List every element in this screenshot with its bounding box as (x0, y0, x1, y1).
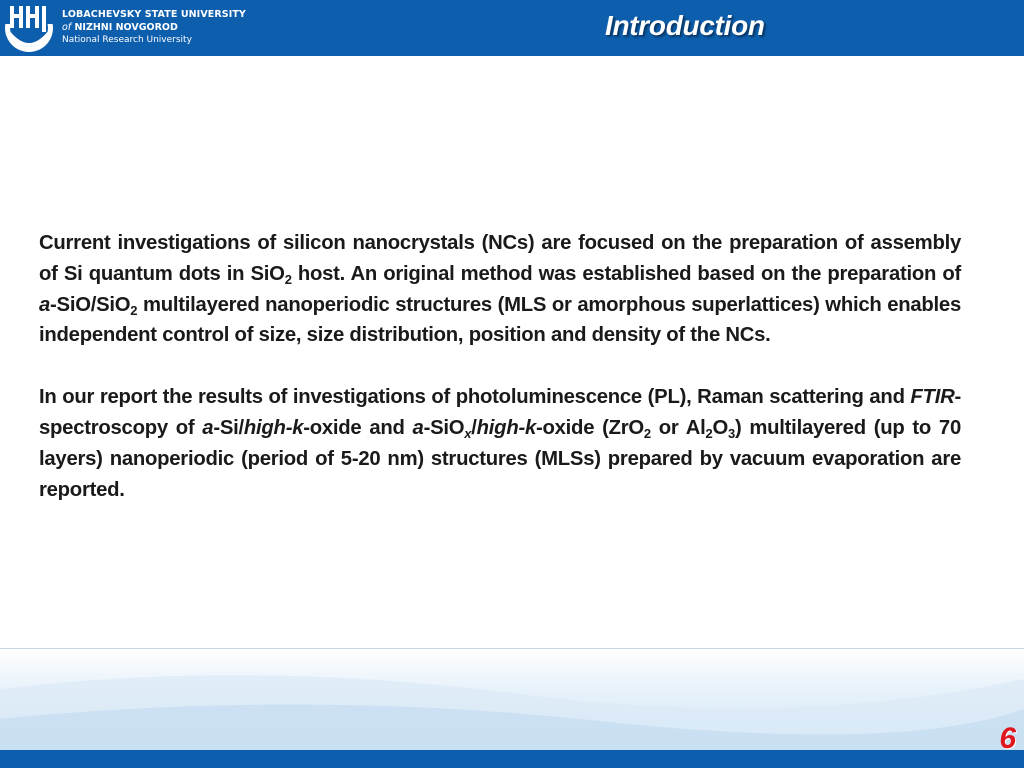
university-logo-icon (2, 2, 56, 54)
footer-area (0, 648, 1024, 751)
university-name-line1: LOBACHEVSKY STATE UNIVERSITY (62, 9, 246, 20)
p2-text-9: O (712, 416, 728, 439)
university-name-line2 (62, 22, 246, 35)
p2-text-5: -SiO (423, 416, 465, 439)
university-of: of (62, 21, 72, 33)
header-band (0, 0, 1024, 56)
p1-italic-a: a (39, 293, 51, 316)
p2-italic-a2: a (412, 416, 424, 439)
slide-title: Introduction (605, 10, 765, 41)
university-name (62, 9, 246, 47)
p2-italic-ftir: FTIR (910, 386, 955, 409)
p1-text-1: Current investigations of silicon nanocrystals (NCs) are focused on the preparation of assembly of Si quantum dots in SiO (39, 232, 961, 285)
p1-text-3: -SiO/SiO (50, 293, 131, 316)
p1-text-2: host. An original method was established based on the preparation of (291, 262, 961, 285)
footer-bar (0, 750, 1024, 768)
p1-sub-1: 2 (284, 271, 292, 287)
p2-text-6: / (471, 416, 477, 439)
p2-sub-2a: 2 (643, 425, 651, 441)
p2-sub-2b: 2 (705, 425, 713, 441)
p2-italic-a1: a (202, 416, 214, 439)
p2-text-1: In our report the results of investigations of photoluminescence (PL), Raman scattering and (39, 386, 911, 409)
university-city: NIZHNI NOVGOROD (74, 21, 178, 33)
p1-sub-2: 2 (130, 302, 138, 318)
p2-text-10: ) multilayered (up to 70 layers) nanoperiodic (period of 5-20 nm) structures (MLSs) prepared by vacuum evaporation are reported. (39, 416, 961, 501)
p1-text-4: multilayered nanoperiodic structures (MLS or amorphous superlattices) which enables independent control of size, size distribution, position and density of the NCs. (39, 293, 961, 347)
p2-text-4: -oxide and (303, 416, 413, 439)
paragraph-intro (39, 228, 961, 351)
p2-text-8: or Al (650, 416, 706, 439)
footer-wave-decoration (0, 649, 1024, 751)
p2-text-3: -Si/ (213, 416, 244, 439)
p2-text-7: -oxide (ZrO (536, 416, 644, 439)
page-number: 6 (999, 722, 1016, 755)
p2-sub-3: 3 (728, 425, 735, 441)
university-name-line3: National Research University (62, 35, 192, 45)
p2-italic-highk1: high-k (243, 416, 304, 439)
p2-italic-highk2: high-k (476, 416, 536, 439)
slide-body (39, 228, 961, 505)
p2-sub-x: x (464, 425, 472, 441)
paragraph-report (39, 382, 961, 505)
p2-text-2: -spectroscopy of (39, 386, 961, 439)
